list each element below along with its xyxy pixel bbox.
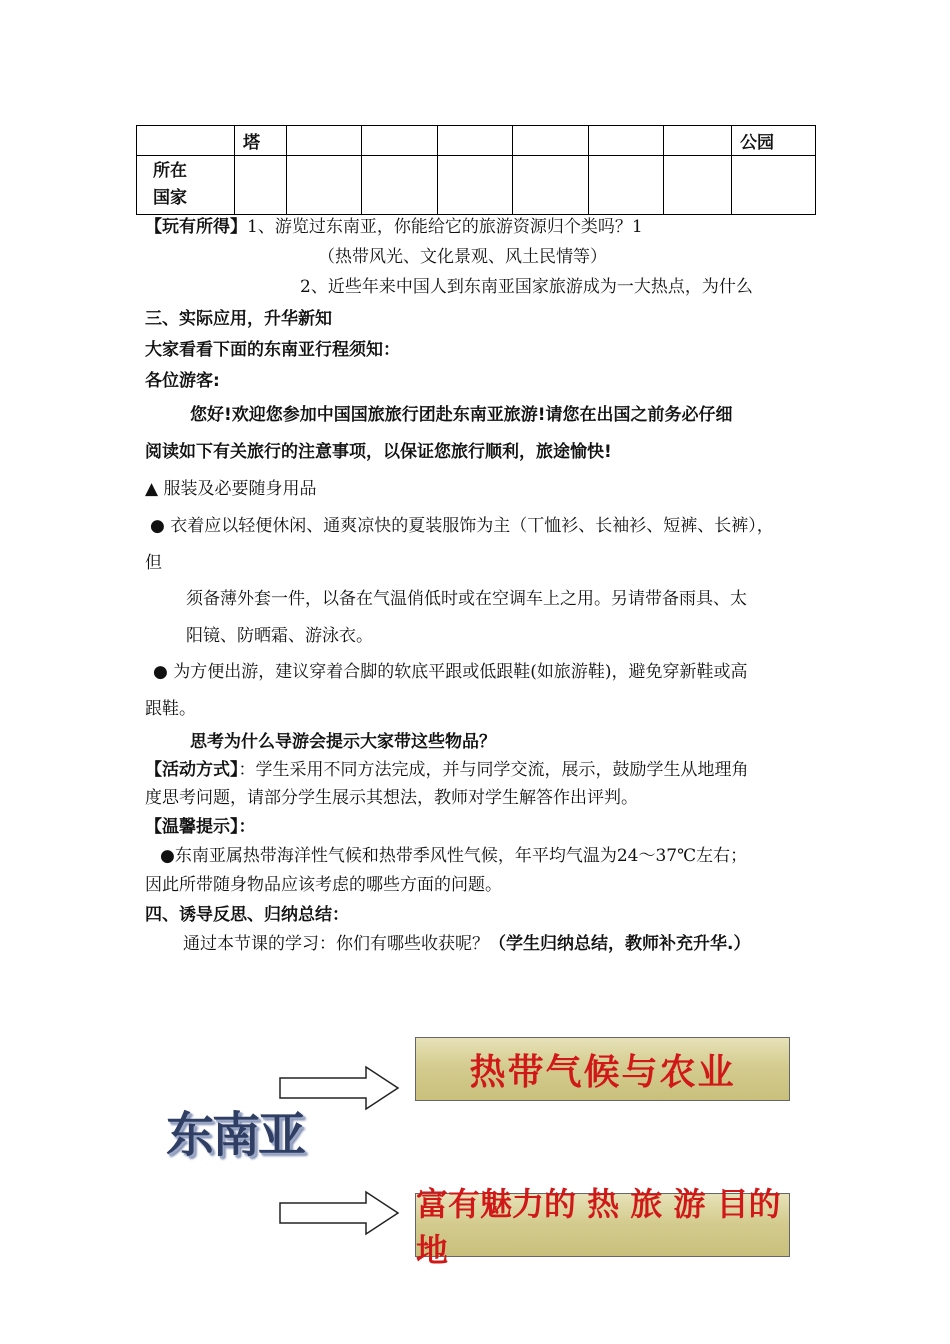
clothing-heading: ▲ 服装及必要随身用品	[145, 479, 317, 499]
tip-line2: 因此所带随身物品应该考虑的哪些方面的问题。	[145, 875, 502, 895]
gain-question-1	[145, 216, 643, 238]
table-row	[137, 156, 816, 215]
table-cell	[287, 156, 362, 215]
table-cell	[362, 126, 438, 156]
gain-question-2: 2、近些年来中国人到东南亚国家旅游成为一大热点，为什么	[300, 277, 753, 297]
table-cell	[287, 126, 362, 156]
bullet1-line3: 须备薄外套一件，以备在气温俏低时或在空调车上之用。另请带备雨具、太	[186, 589, 747, 609]
table-cell	[513, 126, 589, 156]
table-cell	[664, 156, 732, 215]
section3-intro: 大家看看下面的东南亚行程须知：	[145, 340, 400, 360]
think-question: 思考为什么导游会提示大家带这些物品？	[190, 732, 496, 752]
bullet1-line1: ● 衣着应以轻便休闲、通爽凉快的夏装服饰为主（丅恤衫、长袖衫、短裤、长裤），	[150, 516, 774, 536]
table-cell	[362, 156, 438, 215]
topic-box-label: 热带气候与农业	[469, 1050, 736, 1093]
table-row	[137, 126, 816, 156]
table-cell	[589, 156, 664, 215]
bullet1-line4: 阳镜、防晒霜、游泳衣。	[186, 626, 373, 646]
tip-colon: ：	[238, 817, 256, 837]
topic-box-climate-agriculture	[415, 1037, 790, 1101]
bullet1-line2: 但	[145, 553, 162, 573]
greeting: 各位游客:	[145, 371, 220, 391]
activity-text: ：学生采用不同方法完成，并与同学交流，展示，鼓励学生从地理角	[238, 760, 749, 780]
table-cell	[513, 156, 589, 215]
southeast-asia-label: 东南亚	[166, 1107, 305, 1163]
section4-heading: 四、诱导反思、归纳总结：	[145, 905, 349, 925]
table-cell	[438, 156, 513, 215]
tip-label: 【温馨提示】	[145, 817, 239, 837]
bullet2-line2: 跟鞋。	[145, 699, 196, 719]
arrow-right-icon	[278, 1064, 403, 1112]
table-cell	[732, 156, 816, 215]
tip-line1: ●东南亚属热带海洋性气候和热带季风性气候，年平均气温为24～37℃左右；	[160, 846, 748, 866]
section3-heading: 三、实际应用，升华新知	[145, 309, 332, 329]
bullet2-line1: ● 为方便出游，建议穿着合脚的软底平跟或低跟鞋(如旅游鞋)，避免穿新鞋或高	[153, 662, 748, 682]
table-cell	[137, 126, 235, 156]
table-cell	[664, 126, 732, 156]
gain-label: 【玩有所得】	[145, 217, 247, 237]
table-cell	[438, 126, 513, 156]
table-cell	[235, 156, 287, 215]
table-cell: 公园	[732, 126, 816, 156]
summary-note: （学生归纳总结，教师补充升华.）	[489, 934, 751, 954]
activity-line1	[145, 759, 749, 781]
topic-box-tourism	[415, 1185, 790, 1269]
tip-heading	[145, 816, 256, 838]
summary-line	[183, 933, 750, 955]
notice-para-line2: 阅读如下有关旅行的注意事项，以保证您旅行顺利，旅途愉快!	[145, 442, 612, 462]
gain-q1-text: 1、游览过东南亚，你能给它的旅游资源归个类吗？1	[247, 217, 643, 237]
topic-box-label: 富有魅力的 热 旅 游 目的地	[416, 1185, 781, 1269]
attractions-table	[136, 125, 816, 215]
activity-line2: 度思考问题，请部分学生展示其想法，教师对学生解答作出评判。	[145, 788, 638, 808]
summary-question: 通过本节课的学习：你们有哪些收获呢？	[183, 934, 489, 954]
gain-q1-answer: （热带风光、文化景观、风土民情等）	[318, 247, 607, 267]
activity-label: 【活动方式】	[145, 760, 239, 780]
table-row-header	[137, 156, 235, 215]
notice-para-line1: 您好!欢迎您参加中国国旅旅行团赴东南亚旅游!请您在出国之前务必仔细	[190, 405, 733, 425]
arrow-right-icon	[278, 1189, 403, 1237]
row-header-line: 国家	[153, 188, 187, 208]
row-header-line: 所在	[153, 161, 187, 181]
table-cell	[589, 126, 664, 156]
table-cell: 塔	[235, 126, 287, 156]
